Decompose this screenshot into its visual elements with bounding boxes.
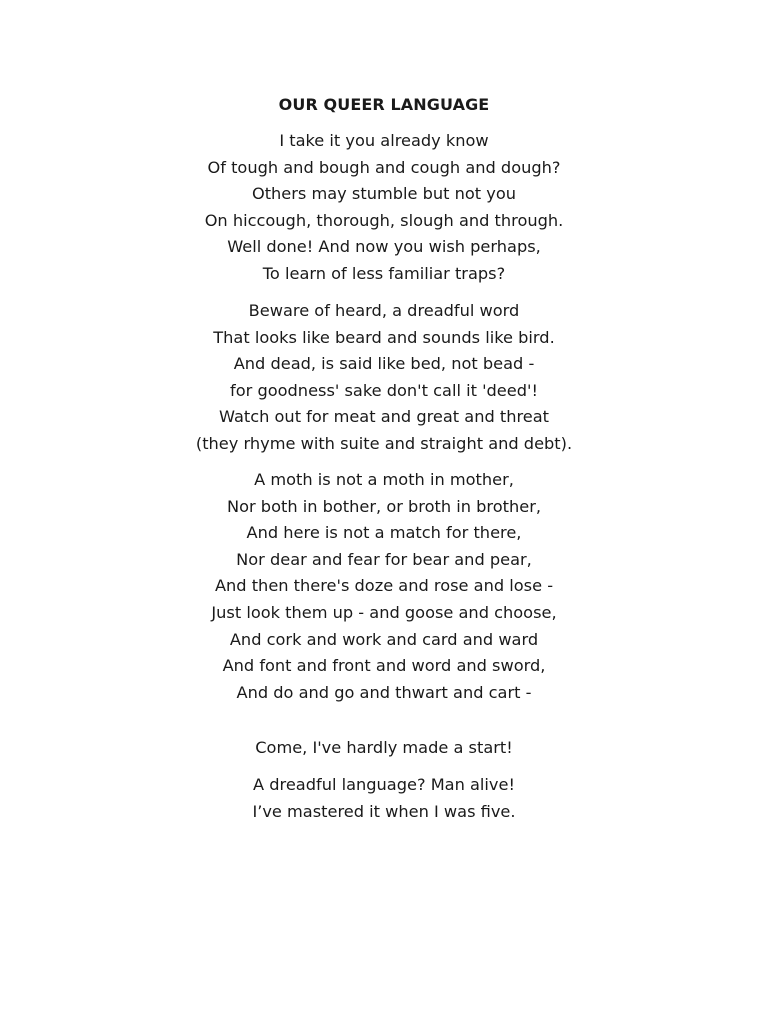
poem-line: Watch out for meat and great and threat [218,407,550,427]
poem-line: (they rhyme with suite and straight and debt). [195,433,573,453]
poem-line: Come, I've hardly made a start! [255,738,513,757]
poem-line: And font and front and word and sword, [222,656,546,676]
stanza-2 [0,298,768,458]
poem-line: Just look them up - and goose and choose, [211,602,557,622]
poem-line: A moth is not a moth in mother, [254,470,514,489]
poem-line: Nor both in bother, or broth in brother, [226,496,542,516]
poem-line: To learn of less familiar traps? [262,263,506,283]
poem-line: And do and go and thwart and cart - [236,682,532,702]
poem-line: And dead, is said like bed, not bead - [233,354,535,374]
stanza-1 [0,128,768,288]
poem-line: Beware of heard, a dreadful word [248,301,520,320]
poem-title: OUR QUEER LANGUAGE [278,95,490,114]
poem-line: Of tough and bough and cough and dough? [207,157,561,177]
poem-line: I take it you already know [279,131,489,150]
poem-line: A dreadful language? Man alive! [253,775,515,794]
stanza-3 [0,467,768,706]
poem-line: On hiccough, thorough, slough and through. [204,210,564,230]
poem-line: for goodness' sake don't call it 'deed'! [230,380,538,400]
poem-line: And here is not a match for there, [246,523,522,543]
poem-line: I’ve mastered it when I was five. [252,801,516,821]
poem-line: And cork and work and card and ward [229,629,539,649]
poem-line: Others may stumble but not you [251,184,517,204]
poem-line: And then there's doze and rose and lose - [214,576,554,596]
poem-line: That looks like beard and sounds like bird. [213,327,555,347]
poem-line: Well done! And now you wish perhaps, [227,237,541,257]
stanza-4 [0,735,768,762]
poem-line: Nor dear and fear for bear and pear, [236,549,532,569]
stanza-5 [0,772,768,825]
